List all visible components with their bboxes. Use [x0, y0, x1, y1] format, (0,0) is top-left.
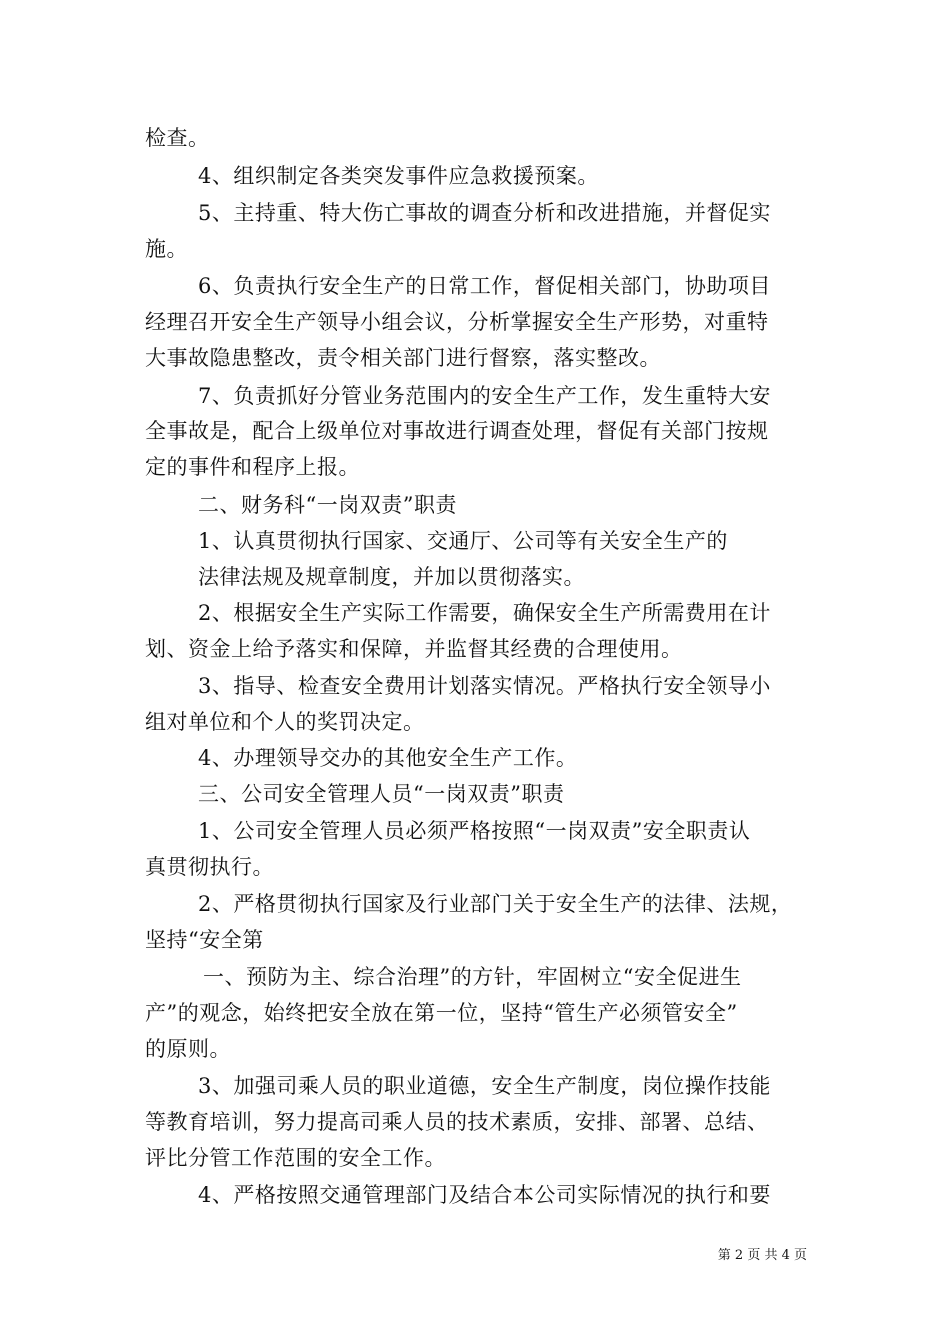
text-line: 施。	[145, 237, 188, 261]
text-line: 等教育培训，努力提高司乘人员的技术素质，安排、部署、总结、	[145, 1110, 769, 1134]
text-line: 1、公司安全管理人员必须严格按照“一岗双责”安全职责认	[198, 819, 751, 843]
text-line: 经理召开安全生产领导小组会议，分析掌握安全生产形势，对重特	[145, 310, 769, 334]
text-line: 评比分管工作范围的安全工作。	[145, 1146, 446, 1170]
section-heading: 三、公司安全管理人员“一岗双责”职责	[198, 782, 565, 806]
text-line: 产”的观念，始终把安全放在第一位，坚持“管生产必须管安全”	[145, 1001, 738, 1025]
text-line: 7、负责抓好分管业务范围内的安全生产工作，发生重特大安	[198, 384, 771, 408]
text-line: 法律法规及规章制度，并加以贯彻落实。	[198, 565, 585, 589]
text-line: 一、预防为主、综合治理”的方针，牢固树立“安全促进生	[203, 965, 742, 989]
text-line: 的原则。	[145, 1037, 231, 1061]
text-line: 组对单位和个人的奖罚决定。	[145, 710, 425, 734]
text-line: 4、严格按照交通管理部门及结合本公司实际情况的执行和要	[198, 1183, 771, 1207]
text-line: 4、办理领导交办的其他安全生产工作。	[198, 746, 578, 770]
text-line: 3、指导、检查安全费用计划落实情况。严格执行安全领导小	[198, 674, 771, 698]
text-line: 坚持“安全第	[145, 928, 264, 952]
text-line: 2、根据安全生产实际工作需要，确保安全生产所需费用在计	[198, 601, 771, 625]
text-line: 4、组织制定各类突发事件应急救援预案。	[198, 164, 599, 188]
text-line: 2、严格贯彻执行国家及行业部门关于安全生产的法律、法规，	[198, 892, 793, 916]
text-line: 6、负责执行安全生产的日常工作，督促相关部门，协助项目	[198, 274, 771, 298]
text-line: 3、加强司乘人员的职业道德，安全生产制度，岗位操作技能	[198, 1074, 771, 1098]
text-line: 划、资金上给予落实和保障，并监督其经费的合理使用。	[145, 637, 683, 661]
text-line: 定的事件和程序上报。	[145, 455, 360, 479]
text-line: 全事故是，配合上级单位对事故进行调查处理，督促有关部门按规	[145, 419, 769, 443]
text-line: 1、认真贯彻执行国家、交通厅、公司等有关安全生产的	[198, 529, 728, 553]
text-line: 5、主持重、特大伤亡事故的调查分析和改进措施，并督促实	[198, 201, 771, 225]
section-heading: 二、财务科“一岗双责”职责	[198, 493, 457, 517]
text-line: 真贯彻执行。	[145, 855, 274, 879]
page-number: 第 2 页 共 4 页	[717, 1248, 807, 1263]
text-line: 大事故隐患整改，责令相关部门进行督察，落实整改。	[145, 346, 661, 370]
text-line: 检查。	[145, 126, 210, 150]
